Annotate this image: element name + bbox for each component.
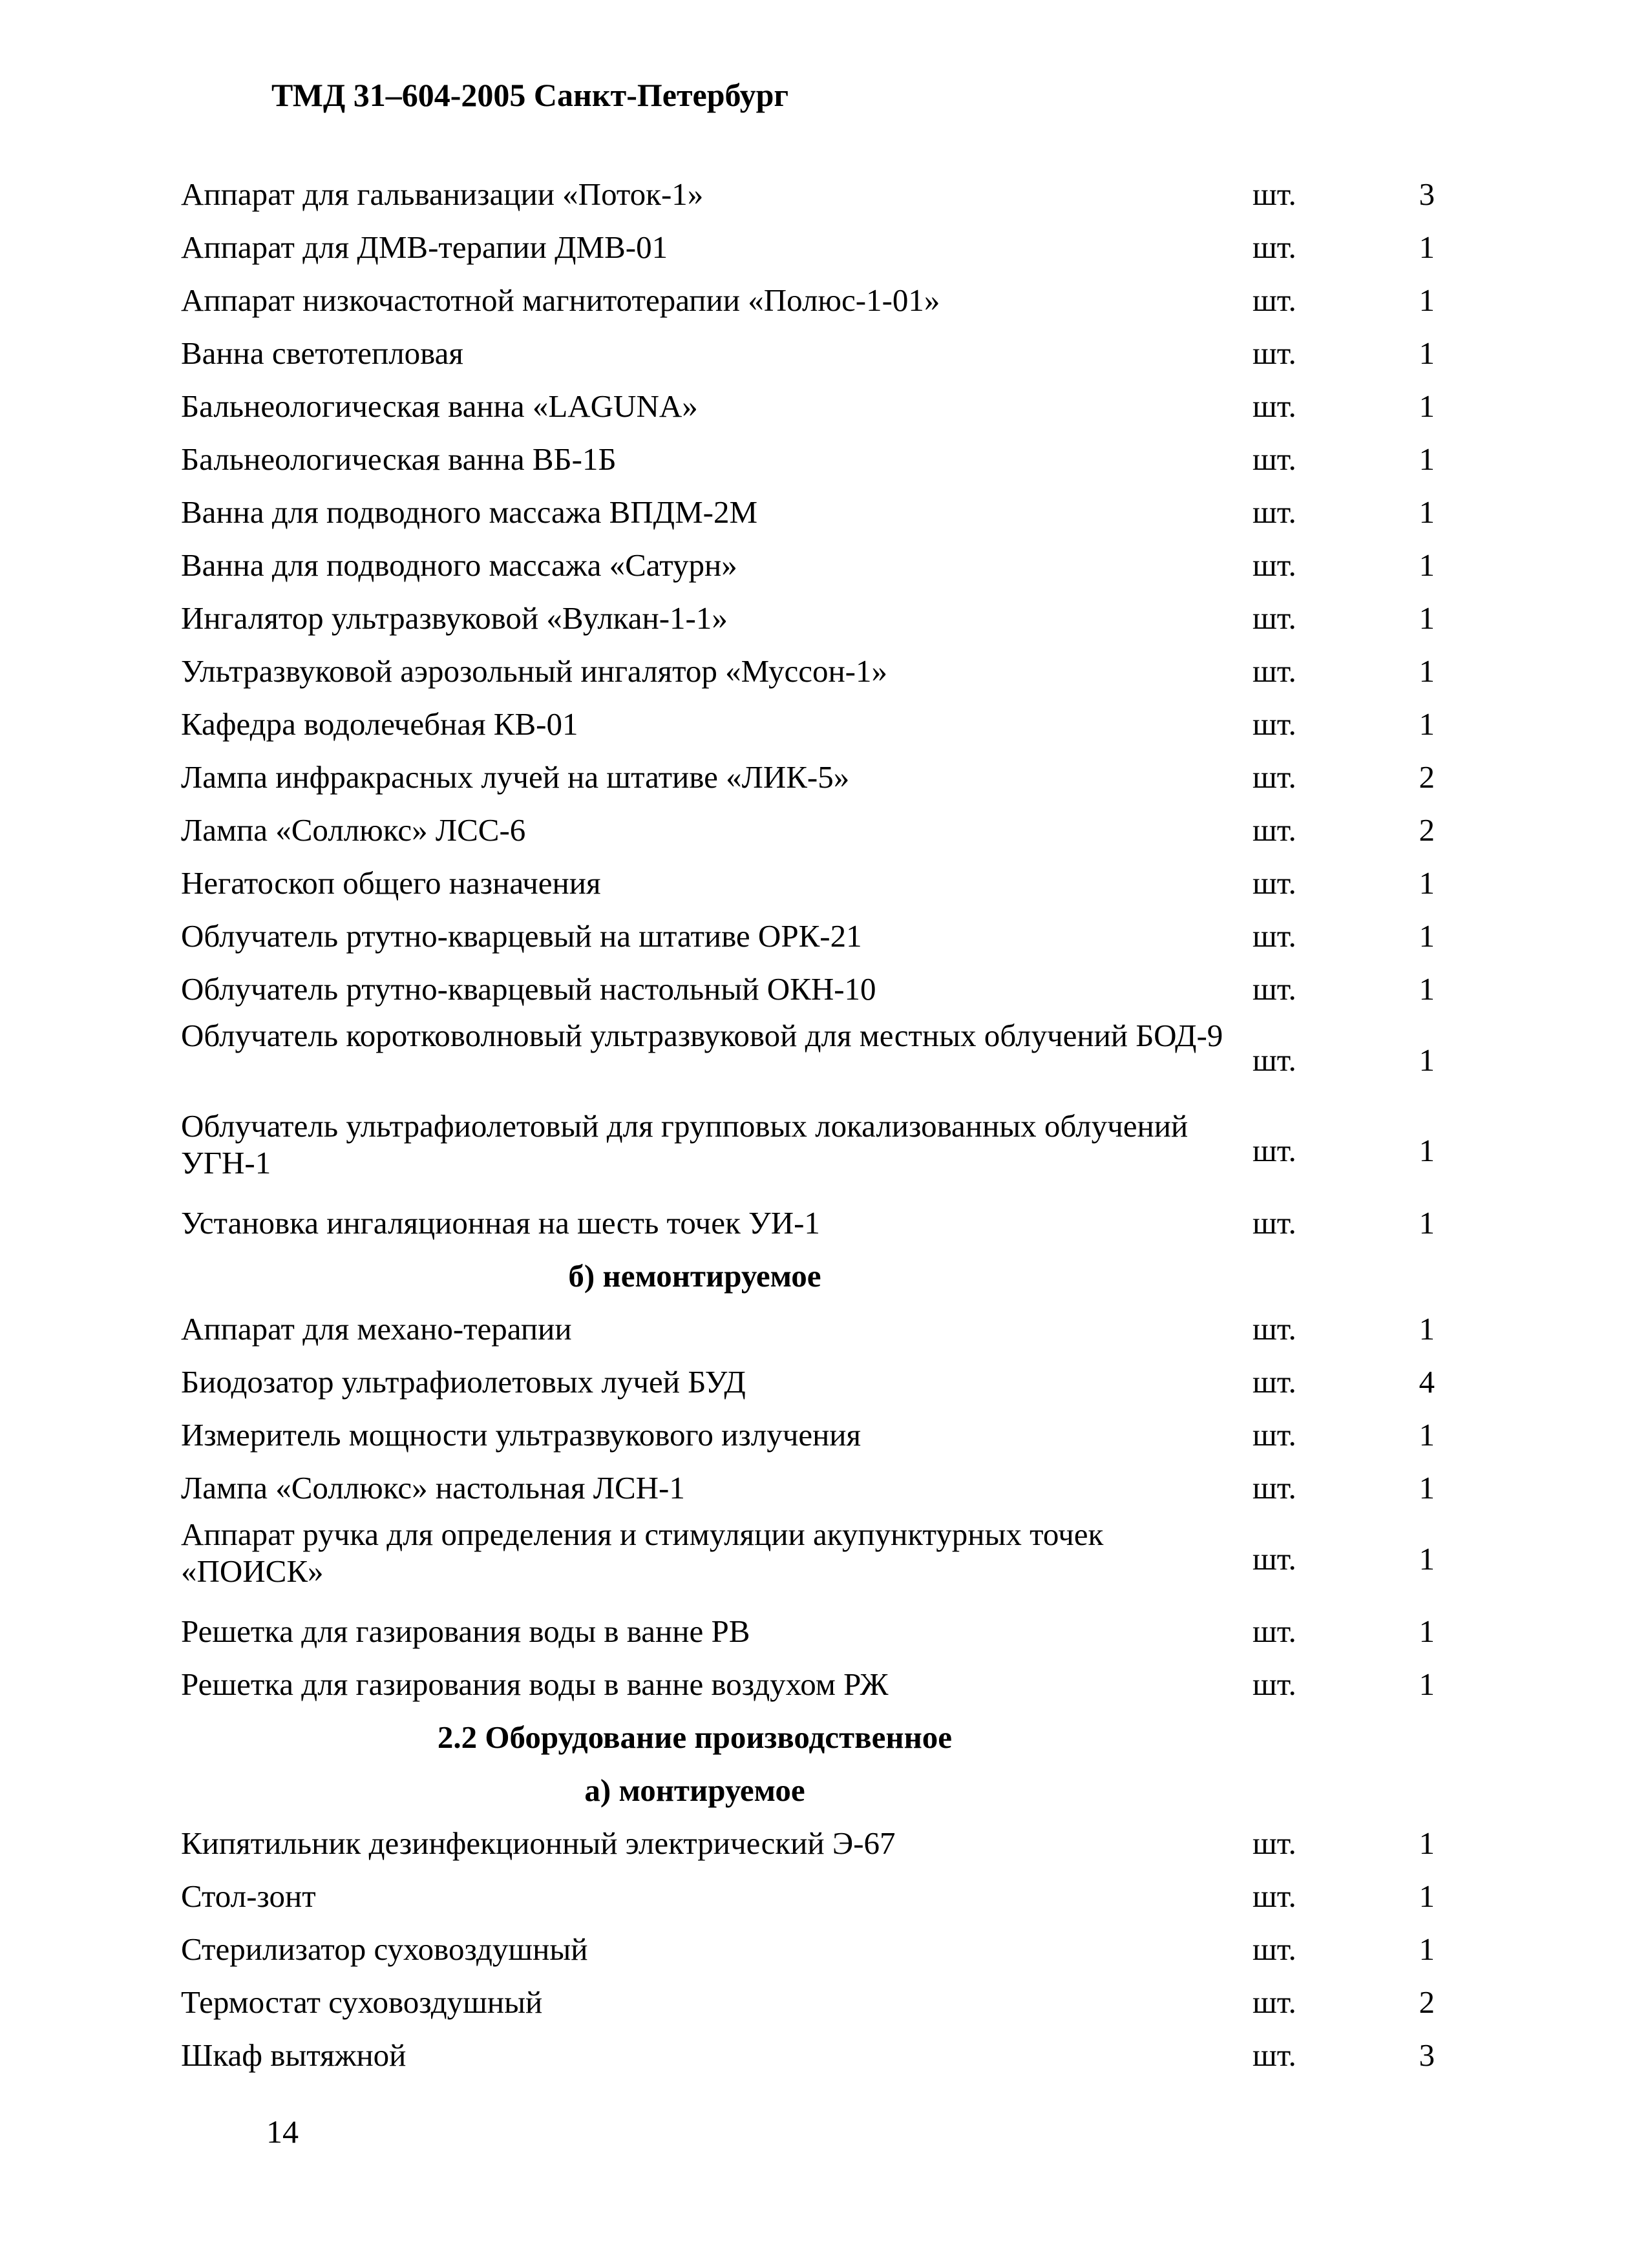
equipment-row [0,328,1628,381]
equipment-quantity: 1 [1419,1613,1435,1649]
equipment-row [0,434,1628,487]
equipment-name: Облучатель ртутно-кварцевый на штативе ОРК-21 [181,918,862,954]
equipment-row [0,1871,1628,1924]
equipment-name: Биодозатор ультрафиолетовых лучей БУД [181,1364,746,1400]
equipment-quantity: 1 [1419,600,1435,636]
section-heading: 2.2 Оборудование производственное [437,1719,953,1755]
equipment-name: Шкаф вытяжной [181,2037,407,2073]
equipment-unit: шт. [1253,865,1296,901]
equipment-row [0,699,1628,752]
equipment-unit: шт. [1253,335,1296,371]
equipment-quantity: 1 [1419,1931,1435,1967]
section-heading: б) немонтируемое [568,1258,821,1294]
equipment-row [0,858,1628,911]
equipment-row [0,752,1628,805]
equipment-unit: шт. [1253,1205,1296,1241]
equipment-quantity: 1 [1419,335,1435,371]
equipment-unit: шт. [1253,1042,1296,1078]
equipment-quantity: 4 [1419,1364,1435,1400]
equipment-row [0,1410,1628,1463]
equipment-unit: шт. [1253,1470,1296,1506]
equipment-name: Ванна для подводного массажа ВПДМ-2М [181,494,758,530]
equipment-quantity: 2 [1419,1984,1435,2020]
equipment-quantity: 3 [1419,2037,1435,2073]
equipment-row [0,169,1628,222]
equipment-name: Установка ингаляционная на шесть точек УИ-1 [181,1205,820,1241]
equipment-row [0,1516,1628,1606]
equipment-row [0,381,1628,434]
equipment-row [0,1304,1628,1357]
equipment-unit: шт. [1253,1878,1296,1914]
equipment-quantity: 1 [1419,494,1435,530]
equipment-name: Стол-зонт [181,1878,316,1914]
equipment-quantity: 1 [1419,1042,1435,1078]
equipment-name: Лампа инфракрасных лучей на штативе «ЛИК-5» [181,759,850,795]
equipment-quantity: 1 [1419,1878,1435,1914]
equipment-name: Бальнеологическая ванна «LAGUNA» [181,388,698,424]
equipment-unit: шт. [1253,176,1296,212]
equipment-row [0,1924,1628,1977]
equipment-row [0,964,1628,1017]
equipment-name: Измеритель мощности ультразвукового излучения [181,1417,862,1453]
page-header: ТМД 31–604-2005 Санкт-Петербург [271,77,789,113]
equipment-name: Аппарат для ДМВ-терапии ДМВ-01 [181,229,668,265]
equipment-row [0,1977,1628,2030]
equipment-row [0,1108,1628,1198]
equipment-quantity: 1 [1419,918,1435,954]
equipment-row [0,275,1628,328]
section-heading-row [0,1251,1628,1304]
equipment-unit: шт. [1253,441,1296,477]
equipment-unit: шт. [1253,1541,1296,1577]
section-heading: а) монтируемое [584,1772,805,1808]
equipment-name: Кафедра водолечебная КВ-01 [181,706,578,742]
equipment-row [0,1017,1628,1108]
equipment-unit: шт. [1253,282,1296,318]
equipment-quantity: 1 [1419,1311,1435,1347]
equipment-quantity: 2 [1419,812,1435,848]
section-heading-row [0,1712,1628,1765]
equipment-unit: шт. [1253,547,1296,583]
equipment-unit: шт. [1253,388,1296,424]
equipment-row [0,1357,1628,1410]
equipment-quantity: 1 [1419,706,1435,742]
equipment-quantity: 1 [1419,441,1435,477]
equipment-row [0,1198,1628,1251]
equipment-quantity: 1 [1419,547,1435,583]
equipment-quantity: 1 [1419,1133,1435,1168]
equipment-name: Облучатель ртутно-кварцевый настольный ОКН-10 [181,971,876,1007]
equipment-unit: шт. [1253,1984,1296,2020]
equipment-name: Облучатель коротковолновый ультразвуковой для местных облучений БОД-9 [181,1018,1223,1053]
equipment-unit: шт. [1253,1417,1296,1453]
equipment-unit: шт. [1253,1825,1296,1861]
section-heading-row [0,1765,1628,1818]
equipment-row [0,222,1628,275]
equipment-unit: шт. [1253,2037,1296,2073]
equipment-row [0,1818,1628,1871]
equipment-quantity: 1 [1419,282,1435,318]
equipment-quantity: 1 [1419,1205,1435,1241]
equipment-quantity: 1 [1419,653,1435,689]
equipment-quantity: 1 [1419,1541,1435,1577]
equipment-unit: шт. [1253,494,1296,530]
equipment-unit: шт. [1253,1666,1296,1702]
equipment-row [0,540,1628,593]
equipment-name: Стерилизатор суховоздушный [181,1931,588,1967]
equipment-name: Аппарат для гальванизации «Поток-1» [181,176,704,212]
equipment-unit: шт. [1253,971,1296,1007]
equipment-quantity: 1 [1419,1417,1435,1453]
equipment-quantity: 1 [1419,971,1435,1007]
equipment-quantity: 1 [1419,1470,1435,1506]
equipment-name: Ультразвуковой аэрозольный ингалятор «Муссон-1» [181,653,888,689]
page-number: 14 [266,2114,299,2150]
equipment-name: Бальнеологическая ванна ВБ-1Б [181,441,617,477]
equipment-name: Аппарат ручка для определения и стимуляции акупунктурных точек «ПОИСК» [181,1517,1104,1589]
equipment-list [0,169,1628,2083]
equipment-row [0,1606,1628,1659]
equipment-name: Термостат суховоздушный [181,1984,543,2020]
equipment-unit: шт. [1253,706,1296,742]
equipment-name: Лампа «Соллюкс» ЛСС-6 [181,812,526,848]
equipment-quantity: 1 [1419,865,1435,901]
equipment-unit: шт. [1253,1364,1296,1400]
equipment-name: Ванна для подводного массажа «Сатурн» [181,547,737,583]
equipment-quantity: 1 [1419,388,1435,424]
equipment-name: Лампа «Соллюкс» настольная ЛСН-1 [181,1470,685,1506]
equipment-unit: шт. [1253,229,1296,265]
equipment-quantity: 1 [1419,1666,1435,1702]
equipment-name: Решетка для газирования воды в ванне РВ [181,1613,750,1649]
equipment-row [0,1659,1628,1712]
equipment-name: Кипятильник дезинфекционный электрический Э-67 [181,1825,896,1861]
equipment-name: Аппарат для механо-терапии [181,1311,572,1347]
equipment-row [0,2030,1628,2083]
equipment-unit: шт. [1253,1311,1296,1347]
equipment-name: Облучатель ультрафиолетовый для групповых локализованных облучений УГН-1 [181,1108,1189,1181]
equipment-row [0,1463,1628,1516]
equipment-unit: шт. [1253,1931,1296,1967]
equipment-unit: шт. [1253,1613,1296,1649]
equipment-quantity: 1 [1419,1825,1435,1861]
equipment-unit: шт. [1253,759,1296,795]
equipment-row [0,805,1628,858]
equipment-row [0,911,1628,964]
equipment-name: Негатоскоп общего назначения [181,865,601,901]
equipment-unit: шт. [1253,600,1296,636]
equipment-row [0,487,1628,540]
equipment-name: Решетка для газирования воды в ванне воздухом РЖ [181,1666,889,1702]
equipment-name: Аппарат низкочастотной магнитотерапии «Полюс-1-01» [181,282,940,318]
equipment-unit: шт. [1253,918,1296,954]
equipment-name: Ингалятор ультразвуковой «Вулкан-1-1» [181,600,728,636]
equipment-unit: шт. [1253,1133,1296,1168]
equipment-row [0,593,1628,646]
equipment-quantity: 2 [1419,759,1435,795]
equipment-name: Ванна светотепловая [181,335,463,371]
equipment-unit: шт. [1253,812,1296,848]
equipment-quantity: 1 [1419,229,1435,265]
equipment-quantity: 3 [1419,176,1435,212]
equipment-unit: шт. [1253,653,1296,689]
equipment-row [0,646,1628,699]
